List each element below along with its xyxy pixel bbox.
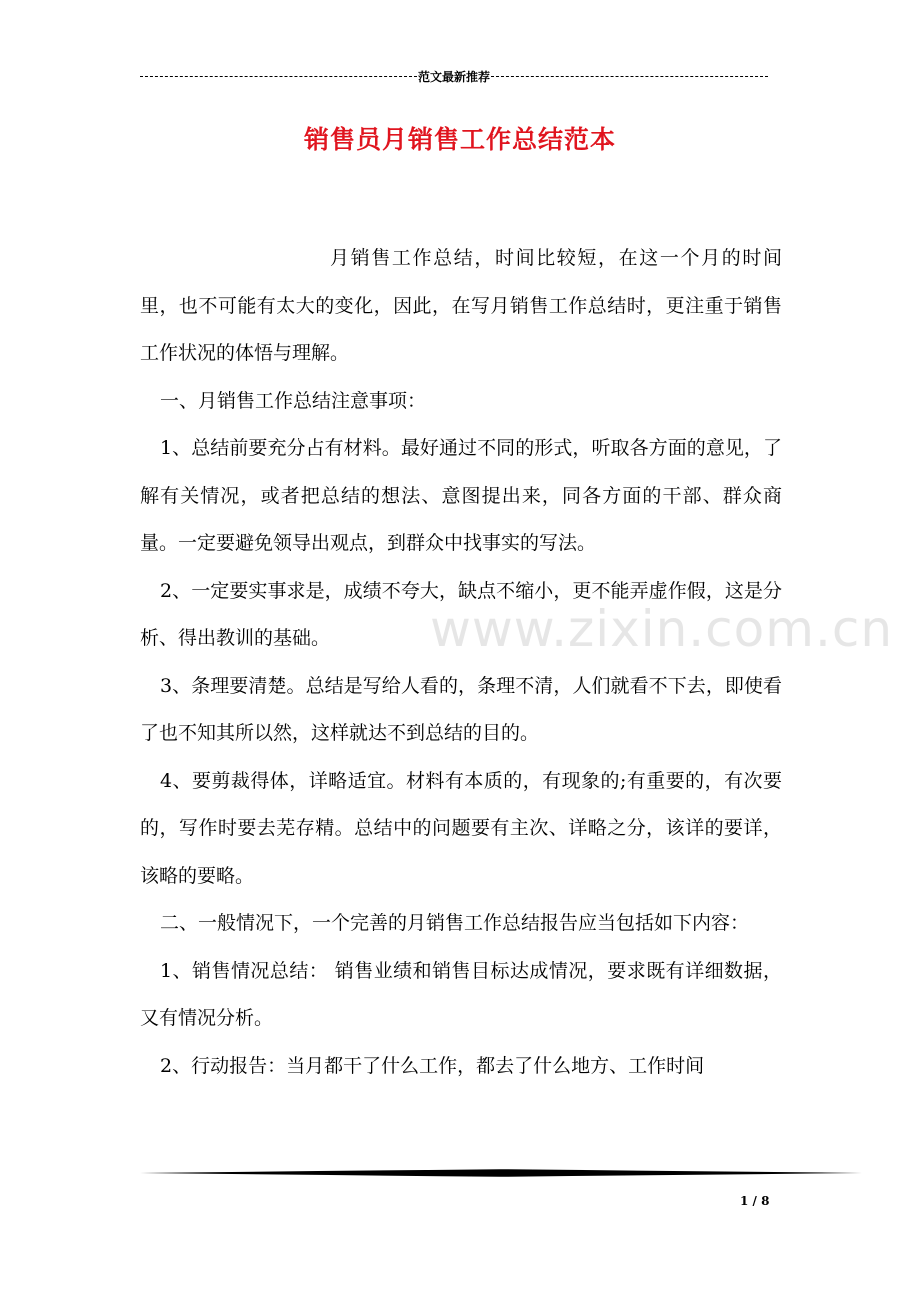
paragraph-sales-summary: 1、销售情况总结： 销售业绩和销售目标达成情况，要求既有详细数据，又有情况分析。 — [140, 959, 782, 1029]
page-indicator: 1 / 8 — [740, 1194, 770, 1208]
document-title: 销售员月销售工作总结范本 — [303, 125, 616, 154]
paragraph-section-2-heading: 二、一般情况下，一个完善的月销售工作总结报告应当包括如下内容： — [160, 912, 750, 934]
header-rule — [140, 66, 768, 86]
paragraph-action-report: 2、行动报告：当月都干了什么工作，都去了什么地方、工作时间 — [160, 1054, 705, 1077]
document-body — [140, 235, 782, 1090]
paragraph-item-2: 2、一定要实事求是，成绩不夸大，缺点不缩小，更不能弄虚作假，这是分析、得出教训的基础。 — [140, 579, 782, 649]
paragraph-item-3: 3、条理要清楚。总结是写给人看的，条理不清，人们就看不下去，即使看了也不知其所以然，这样就达不到总结的目的。 — [140, 674, 782, 744]
paragraph-section-1-heading: 一、月销售工作总结注意事项： — [160, 389, 427, 412]
paragraph-intro: 月销售工作总结，时间比较短，在这一个月的时间里，也不可能有太大的变化，因此，在写月销售工作总结时，更注重于销售工作状况的体悟与理解。 — [140, 247, 782, 364]
footer-divider — [140, 1166, 862, 1180]
paragraph-item-4: 4、要剪裁得体，详略适宜。材料有本质的，有现象的;有重要的，有次要的，写作时要去芜存精。总结中的问题要有主次、详略之分，该详的要详，该略的要略。 — [140, 769, 782, 887]
header-label: 范文最新推荐 — [418, 69, 491, 84]
paragraph-item-1: 1、总结前要充分占有材料。最好通过不同的形式，听取各方面的意见，了解有关情况，或者把总结的想法、意图提出来，同各方面的干部、群众商量。一定要避免领导出观点，到群众中找事实的写法。 — [140, 437, 782, 554]
header-dash-right — [491, 76, 768, 77]
watermark: www.zixin.com.cn — [430, 600, 894, 658]
header-dash-left — [140, 76, 417, 77]
